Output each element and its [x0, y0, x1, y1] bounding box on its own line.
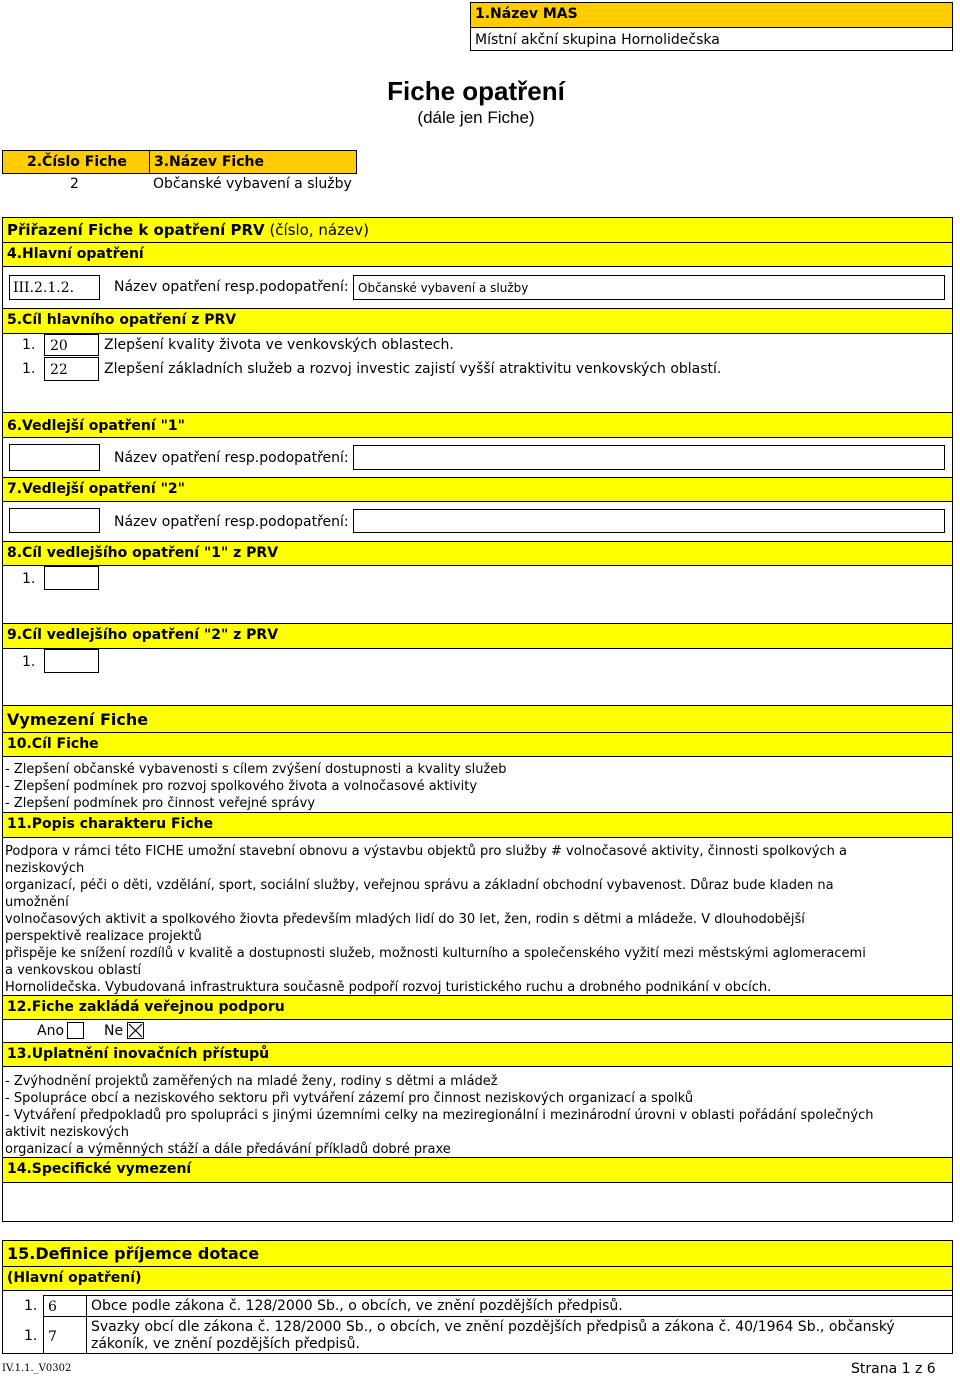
specific-block [2, 1182, 953, 1222]
desc-line-6: perspektivě realizace projektů [5, 929, 202, 944]
public-ne-label: Ne [104, 1023, 124, 1039]
main-goal-row-2-num: 1. [22, 361, 36, 377]
fiche-name-label: 3.Název Fiche [149, 150, 357, 174]
innov-line-4: aktivit neziskových [5, 1125, 129, 1140]
desc-line-1: Podpora v rámci této FICHE umožní stavební obnovu a výstavbu objektů pro služby # volnočasové aktivity, činnosti spolkových a [5, 844, 847, 859]
mas-label: 1.Název MAS [470, 2, 953, 28]
side2-goal-label: 9.Cíl vedlejšího opatření "2" z PRV [2, 623, 953, 649]
assign-header [2, 217, 953, 243]
fiche-number: 2 [70, 176, 79, 192]
assign-suffix: (číslo, název) [269, 221, 369, 239]
main-measure-label: 4.Hlavní opatření [2, 242, 953, 267]
side1-label: 6.Vedlejší opatření "1" [2, 412, 953, 438]
side2-goal-code [44, 649, 99, 673]
desc-line-2: neziskových [5, 861, 85, 876]
main-goal-row-1-text: Zlepšení kvality života ve venkovských oblastech. [104, 337, 454, 353]
main-goal-row-1-code: 20 [50, 338, 68, 354]
footer-code: IV.1.1._V0302 [2, 1363, 72, 1374]
side2-goal-block [2, 648, 953, 706]
specific-label: 14.Specifické vymezení [2, 1157, 953, 1183]
recipient-row-2-text: Svazky obcí dle zákona č. 128/2000 Sb., o obcích, ve znění pozdějších předpisů a zákona č. 40/1964 Sb., občanský [91, 1319, 895, 1335]
innov-line-1: - Zvýhodnění projektů zaměřených na mladé ženy, rodiny s dětmi a mládež [5, 1074, 498, 1089]
main-measure-name-label: Název opatření resp.podopatření: [114, 279, 349, 295]
side1-goal-block [2, 565, 953, 624]
goal-line-2: - Zlepšení podmínek pro rozvoj spolkového života a volnočasové aktivity [5, 779, 478, 794]
side2-code [9, 508, 100, 533]
side1-goal-label: 8.Cíl vedlejšího opatření "1" z PRV [2, 541, 953, 566]
main-measure-name: Občanské vybavení a služby [353, 275, 945, 300]
desc-label: 11.Popis charakteru Fiche [2, 812, 953, 838]
recipient-sub-label: (Hlavní opatření) [2, 1266, 953, 1291]
desc-line-9: Hornolidečska. Vybudovaná infrastruktura současně podpoří rozvoj turistického ruchu a drobného podnikání v obcích. [5, 980, 772, 995]
recipient-row-1-code: 6 [48, 1299, 57, 1315]
innov-label: 13.Uplatnění inovačních přístupů [2, 1042, 953, 1067]
desc-line-8: a venkovskou oblastí [5, 963, 142, 978]
recipient-row-2-code: 7 [48, 1329, 57, 1345]
fiche-name: Občanské vybavení a služby [153, 176, 352, 192]
side1-name-label: Název opatření resp.podopatření: [114, 450, 349, 466]
desc-line-4: umožnění [5, 895, 69, 910]
public-ano-checkbox[interactable] [67, 1022, 84, 1039]
side1-goal-code [44, 566, 99, 590]
side1-goal-num: 1. [22, 571, 36, 587]
page-subtitle: (dále jen Fiche) [417, 108, 535, 127]
fiche-number-label: 2.Číslo Fiche [2, 150, 150, 174]
side2-name-label: Název opatření resp.podopatření: [114, 514, 349, 530]
innov-line-5: organizací a výměnných stáží a dále předávání příkladů dobré praxe [5, 1142, 451, 1157]
side2-goal-num: 1. [22, 654, 36, 670]
goal-line-3: - Zlepšení podmínek pro činnost veřejné správy [5, 796, 316, 811]
side2-name [353, 509, 945, 533]
public-ano-label: Ano [37, 1023, 65, 1039]
checkmark-x-icon [128, 1023, 143, 1038]
desc-line-5: volnočasových aktivit a spolkového žiovta především mladých lidí do 30 let, žen, rodin s dětmi a mládeže. V dlouhodobější [5, 912, 805, 927]
goal-label: 10.Cíl Fiche [2, 732, 953, 757]
vymezeni-label: Vymezení Fiche [2, 705, 953, 733]
main-goal-row-2-text: Zlepšení základních služeb a rozvoj investic zajistí vyšší atraktivitu venkovských oblastí. [104, 361, 722, 377]
recipient-label: 15.Definice příjemce dotace [2, 1240, 953, 1267]
recipient-row-1-text: Obce podle zákona č. 128/2000 Sb., o obcích, ve znění pozdějších předpisů. [91, 1298, 623, 1314]
desc-line-7: přispěje ke snížení rozdílů v kvalitě a dostupnosti služeb, možnosti kulturního a společenského vyžití mezi městskými aglomeracemi [5, 946, 866, 961]
public-ne-checkbox[interactable] [127, 1022, 144, 1039]
side2-label: 7.Vedlejší opatření "2" [2, 477, 953, 502]
main-goal-row-2-code: 22 [50, 362, 68, 378]
mas-value: Místní akční skupina Hornolidečska [470, 27, 953, 51]
public-block [2, 1019, 953, 1043]
main-goal-row-1-num: 1. [22, 337, 36, 353]
main-measure-code: III.2.1.2. [9, 275, 100, 300]
innov-line-3: - Vytváření předpokladů pro spolupráci s jinými územními celky na meziregionální i mezinárodní úrovni v oblasti pořádání společných [5, 1108, 874, 1123]
recipient-row-2-num: 1. [24, 1328, 38, 1344]
footer-page: Strana 1 z 6 [851, 1361, 936, 1377]
assign-label: Přiřazení Fiche k opatření PRV [7, 221, 265, 239]
recipient-row-1-num: 1. [24, 1298, 38, 1314]
recipient-row-2-text-cont: zákoník, ve znění pozdějších předpisů. [91, 1336, 360, 1352]
desc-line-3: organizací, péči o děti, vzdělání, sport, sociální služby, veřejnou správu a základní obchodní vybavenost. Důraz bude kladen na [5, 878, 834, 893]
side1-name [353, 445, 945, 470]
page-title: Fiche opatření [387, 76, 565, 106]
innov-line-2: - Spolupráce obcí a neziskového sektoru při vytváření zázemí pro činnost neziskových organizací a spolků [5, 1091, 694, 1106]
main-goal-label: 5.Cíl hlavního opatření z PRV [2, 308, 953, 334]
public-label: 12.Fiche zakládá veřejnou podporu [2, 995, 953, 1020]
goal-line-1: - Zlepšení občanské vybavenosti s cílem zvýšení dostupnosti a kvality služeb [5, 762, 507, 777]
side1-code [9, 444, 100, 471]
